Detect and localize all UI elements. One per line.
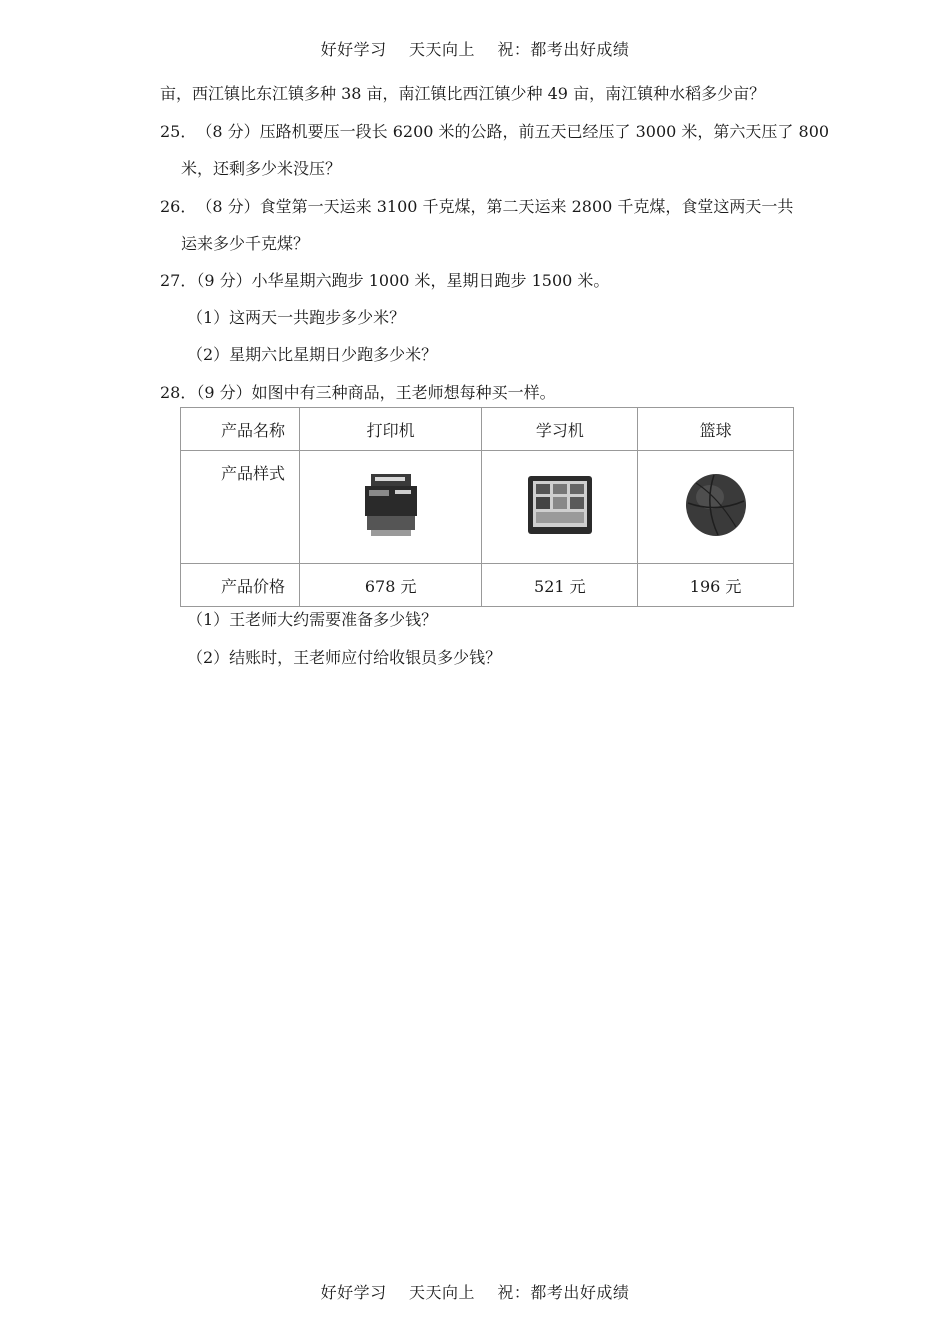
product-name: 学习机 xyxy=(482,408,638,451)
row-label: 产品价格 xyxy=(181,564,300,607)
question-number: 28． xyxy=(160,383,197,402)
table-row xyxy=(181,451,794,564)
question-28 xyxy=(160,380,556,403)
question-27-sub-2: （2）星期六比星期日少跑多少米？ xyxy=(187,345,438,364)
product-name: 打印机 xyxy=(299,408,482,451)
product-image-cell xyxy=(638,451,794,564)
question-number: 25． xyxy=(160,122,197,141)
question-26 xyxy=(160,194,796,217)
printer-icon xyxy=(361,472,421,542)
product-image-cell xyxy=(482,451,638,564)
question-number: 27． xyxy=(160,271,197,290)
question-26-continuation: 运来多少千克煤？ xyxy=(181,234,310,253)
product-price: 521 元 xyxy=(482,564,638,607)
question-28-sub-1: （1）王老师大约需要准备多少钱？ xyxy=(187,610,438,629)
question-27 xyxy=(160,268,609,291)
intro-line: 亩，西江镇比东江镇多种 38 亩，南江镇比西江镇少种 49 亩，南江镇种水稻多少亩？ xyxy=(160,84,766,103)
tablet-icon xyxy=(527,475,593,539)
table-row xyxy=(181,564,794,607)
product-name: 篮球 xyxy=(638,408,794,451)
question-number: 26． xyxy=(160,197,197,216)
question-text: （8 分）食堂第一天运来 3100 千克煤，第二天运来 2800 千克煤，食堂这两天一共 xyxy=(196,197,794,216)
product-image-cell xyxy=(299,451,482,564)
question-text: （8 分）压路机要压一段长 6200 米的公路，前五天已经压了 3000 米，第六天压了 800 xyxy=(196,122,830,141)
product-table xyxy=(180,407,794,607)
question-25-continuation: 米，还剩多少米没压？ xyxy=(181,159,342,178)
table-row xyxy=(181,408,794,451)
row-label: 产品名称 xyxy=(181,408,300,451)
question-text: （9 分）如图中有三种商品，王老师想每种买一样。 xyxy=(196,383,556,402)
question-27-sub-1: （1）这两天一共跑步多少米？ xyxy=(187,308,406,327)
question-25 xyxy=(160,119,830,142)
page-header: 好好学习 天天向上 祝：都考出好成绩 xyxy=(320,40,630,59)
basketball-icon xyxy=(684,473,748,541)
product-price: 196 元 xyxy=(638,564,794,607)
question-text: （9 分）小华星期六跑步 1000 米，星期日跑步 1500 米。 xyxy=(196,271,610,290)
page-footer: 好好学习 天天向上 祝：都考出好成绩 xyxy=(320,1283,630,1302)
product-price: 678 元 xyxy=(299,564,482,607)
row-label: 产品样式 xyxy=(181,451,300,564)
question-28-sub-2: （2）结账时，王老师应付给收银员多少钱？ xyxy=(187,648,502,667)
